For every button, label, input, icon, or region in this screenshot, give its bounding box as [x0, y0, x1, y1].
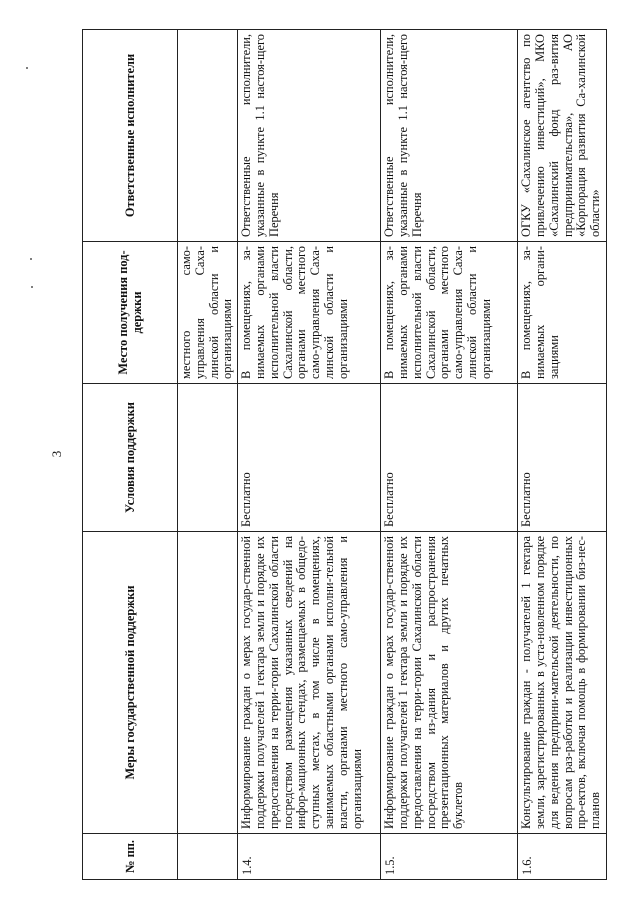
header-place: Место получения под-держки: [83, 242, 178, 384]
header-responsible: Ответственные исполнители: [83, 30, 178, 242]
table-row: [381, 30, 518, 880]
cell-num: 1.6.: [518, 834, 607, 880]
cell-measure: Консультирование граждан - получателей 1 гектара земли, зарегистрированных в уста-новленном порядке для ведения предприни-мательской деятельности, по вопросам раз-работки и реализации инвестиционных про-ектов, включая помощь в формировании биз-нес-планов: [518, 532, 607, 834]
table-row: [238, 30, 381, 880]
table-header-row: [83, 30, 178, 880]
cell-place: В помещениях, за-нимаемых органами исполнительной власти Сахалинской области, органами местного само-управления Саха-линской области и организациями: [238, 242, 381, 384]
rotated-table-container: [82, 30, 603, 880]
support-measures-table: [82, 29, 607, 880]
page-number: 3: [49, 450, 64, 458]
cell-num: 1.4.: [238, 834, 381, 880]
cell-condition: Бесплатно: [381, 384, 518, 532]
header-conditions: Условия поддержки: [83, 384, 178, 532]
cell-measure: [178, 532, 238, 834]
cell-responsible: ОГКУ «Сахалинское агентство по привлечению инвестиций», МКО «Сахалинский фонд раз-вития предпринимательства», АО «Корпорация развития Са-халинской области»: [518, 30, 607, 242]
cell-measure: Информирование граждан о мерах государ-ственной поддержки получателей 1 гектара земли и порядке их предоставления на терри-тории Сахалинской области посредством из-дания и распространения презентационных материалов и других печатных буклетов: [381, 532, 518, 834]
header-measures: Меры государственной поддержки: [83, 532, 178, 834]
cell-measure: Информирование граждан о мерах государ-ственной поддержки получателей 1 гектара земли и порядке их предоставления на терри-тории Сахалинской области посредством размещения указанных сведений на инфор-мационных стендах, размещаемых в общедо-ступных местах, в том числе в помещениях, занимаемых областными органами исполни-тельной власти, органами местного само-управления и организациями: [238, 532, 381, 834]
table-row: [518, 30, 607, 880]
cell-num: 1.5.: [381, 834, 518, 880]
scan-speck: [30, 258, 32, 260]
scan-speck: [26, 67, 28, 69]
cell-num: [178, 834, 238, 880]
cell-place: В помещениях, за-нимаемых органи-зациями: [518, 242, 607, 384]
table-row: [178, 30, 238, 880]
cell-place: В помещениях, за-нимаемых органами исполнительной власти Сахалинской области, органами местного само-управления Саха-линской области и организациями: [381, 242, 518, 384]
header-num: № пп.: [83, 834, 178, 880]
cell-condition: Бесплатно: [518, 384, 607, 532]
cell-condition: [178, 384, 238, 532]
scan-speck: [31, 286, 33, 288]
cell-responsible: Ответственные исполнители, указанные в пункте 1.1 настоя-щего Перечня: [381, 30, 518, 242]
cell-responsible: Ответственные исполнители, указанные в пункте 1.1 настоя-щего Перечня: [238, 30, 381, 242]
cell-place: местного само-управления Саха-линской области и организациями: [178, 242, 238, 384]
cell-responsible: [178, 30, 238, 242]
cell-condition: Бесплатно: [238, 384, 381, 532]
